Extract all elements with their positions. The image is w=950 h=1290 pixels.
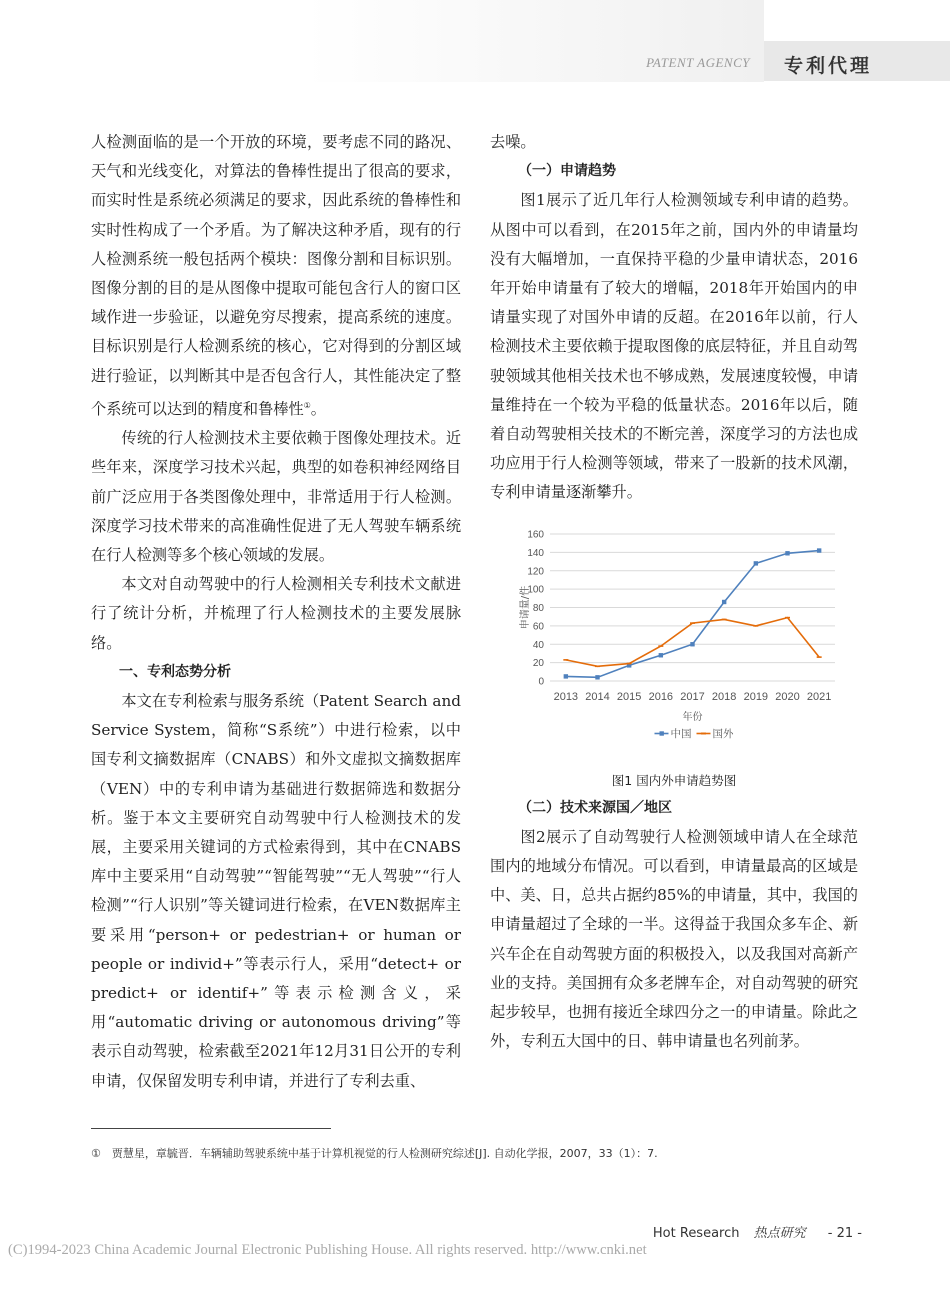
- data-point: [785, 551, 789, 555]
- trend-chart: [490, 514, 858, 764]
- footnote: ① 贾慧星，章毓晋．车辆辅助驾驶系统中基于计算机视觉的行人检测研究综述[J]. 自动化学报，2007，33（1）：7.: [91, 1147, 658, 1160]
- x-tick-label: 2019: [743, 690, 769, 703]
- figure-caption: 图1 国内外申请趋势图: [611, 772, 737, 788]
- legend-label: 国外: [712, 727, 734, 740]
- page-number: - 21 -: [827, 1226, 862, 1241]
- x-tick-label: 2015: [616, 690, 642, 703]
- x-tick-label: 2016: [648, 690, 674, 703]
- header-cn-title: 专利代理: [784, 55, 873, 77]
- right-column: [490, 128, 858, 1056]
- y-tick-label: 120: [527, 565, 544, 577]
- header-bar: [0, 0, 950, 82]
- y-tick-label: 60: [532, 621, 544, 633]
- x-tick-label: 2017: [680, 690, 705, 703]
- footer-en: Hot Research: [652, 1226, 740, 1241]
- y-tick-label: 80: [532, 602, 544, 614]
- paragraph-1-text: 人检测面临的是一个开放的环境，要考虑不同的路况、天气和光线变化，对算法的鲁棒性提出了很高的要求，而实时性是系统必须满足的要求，因此系统的鲁棒性和实时性构成了一个矛盾。为了解决这种矛盾，现有的行人检测系统一般包括两个模块：图像分割和目标识别。图像分割的目的是从图像中提取可能包含行人的窗口区域作进一步验证，以避免穷尽搜索，提高系统的速度。目标识别是行人检测系统的核心，它对得到的分割区域进行验证，以判断其中是否包含行人，其性能决定了整个系统可以达到的精度和鲁棒性: [91, 133, 461, 418]
- legend-marker: [660, 731, 664, 735]
- data-point: [659, 653, 663, 657]
- section-heading-1: 一、专利态势分析: [119, 663, 231, 680]
- y-tick-label: 140: [527, 547, 544, 559]
- copyright-watermark: (C)1994-2023 China Academic Journal Electronic Publishing House. All rights reserved. http://www.cnki.net: [8, 1242, 647, 1258]
- trend-chart-svg: [490, 514, 858, 764]
- footnote-divider: [91, 1128, 331, 1129]
- data-point: [817, 548, 821, 552]
- x-tick-label: 2014: [585, 690, 610, 703]
- series-line-1: [566, 617, 819, 666]
- legend-label: 中国: [670, 727, 692, 740]
- x-tick-label: 2018: [711, 690, 737, 703]
- paragraph-0: 去噪。: [490, 133, 536, 151]
- y-tick-label: 160: [527, 529, 544, 541]
- paragraph-3: 本文对自动驾驶中的行人检测相关专利技术文献进行了统计分析，并梳理了行人检测技术的主要发展脉络。: [91, 575, 461, 652]
- subsection-heading-b: （二）技术来源国／地区: [518, 799, 672, 816]
- footer-cn: 热点研究: [753, 1226, 806, 1241]
- page-footer: [653, 1222, 862, 1241]
- x-tick-label: 2021: [806, 690, 832, 703]
- y-tick-label: 100: [527, 584, 544, 596]
- paragraph-6: 图2展示了自动驾驶行人检测领域申请人在全球范围内的地域分布情况。可以看到，申请量最高的区域是中、美、日，总共占据约85%的申请量，其中，我国的申请量超过了全球的一半。这得益于我国众多车企、新兴车企在自动驾驶方面的积极投入，以及我国对高新产业的支持。美国拥有众多老牌车企，对自动驾驶的研究起步较早，也拥有接近全球四分之一的申请量。除此之外，专利五大国中的日、韩申请量也名列前茅。: [490, 827, 858, 1051]
- header-en-title: PATENT AGENCY: [646, 55, 750, 70]
- paragraph-4: 本文在专利检索与服务系统（Patent Search and Service System，简称“S系统”）中进行检索，以中国专利文摘数据库（CNABS）和外文虚拟文摘数据库（VEN）中的专利申请为基础进行数据筛选和数据分析。鉴于本文主要研究自动驾驶中行人检测技术的发展，主要采用关键词的方式检索得到，其中在CNABS库中主要采用“自动驾驶”“智能驾驶”“无人驾驶”“行人检测”“行人识别”等关键词进行检索，在VEN数据库主要采用“person+ or pedestrian+ or human or people or individ+”等表示行人，采用“detect+ or predict+ or identif+”等表示检测含义，采用“automatic driving or autonomous driving”等表示自动驾驶，检索截至2021年12月31日公开的专利申请，仅保留发明专利申请，并进行了专利去重、: [91, 691, 461, 1090]
- x-axis-label: 年份: [682, 711, 703, 723]
- y-tick-label: 0: [538, 676, 544, 688]
- subsection-heading-a: （一）申请趋势: [518, 163, 616, 180]
- x-tick-label: 2020: [775, 690, 800, 703]
- paragraph-1: [91, 128, 461, 424]
- y-tick-label: 20: [532, 657, 544, 669]
- left-column: [91, 128, 461, 1096]
- data-point: [595, 675, 599, 679]
- footnote-ref[interactable]: ①: [303, 400, 311, 410]
- y-tick-label: 40: [532, 639, 544, 651]
- paragraph-2: 传统的行人检测技术主要依赖于图像处理技术。近些年来，深度学习技术兴起，典型的如卷积神经网络目前广泛应用于各类图像处理中，非常适用于行人检测。深度学习技术带来的高准确性促进了无人驾驶车辆系统在行人检测等多个核心领域的发展。: [91, 429, 461, 564]
- x-tick-label: 2013: [553, 690, 579, 703]
- data-point: [722, 599, 726, 603]
- data-point: [754, 561, 758, 565]
- paragraph-1-end: 。: [310, 399, 326, 418]
- data-point: [564, 674, 568, 678]
- paragraph-5: 图1展示了近几年行人检测领域专利申请的趋势。从图中可以看到，在2015年之前，国内外的申请量均没有大幅增加，一直保持平稳的少量申请状态，2016年开始申请量有了较大的增幅，2018年开始国内的申请量实现了对国外申请的反超。在2016年以前，行人检测技术主要依赖于提取图像的底层特征，并且自动驾驶领域其他相关技术也不够成熟，发展速度较慢，申请量维持在一个较为平稳的低量状态。2016年以后，随着自动驾驶相关技术的不断完善，深度学习的方法也成功应用于行人检测等领域，带来了一股新的技术风潮，专利申请量逐渐攀升。: [490, 191, 858, 502]
- y-axis-label: 申请量/件: [520, 585, 531, 629]
- data-point: [690, 642, 694, 646]
- series-line-0: [566, 550, 819, 677]
